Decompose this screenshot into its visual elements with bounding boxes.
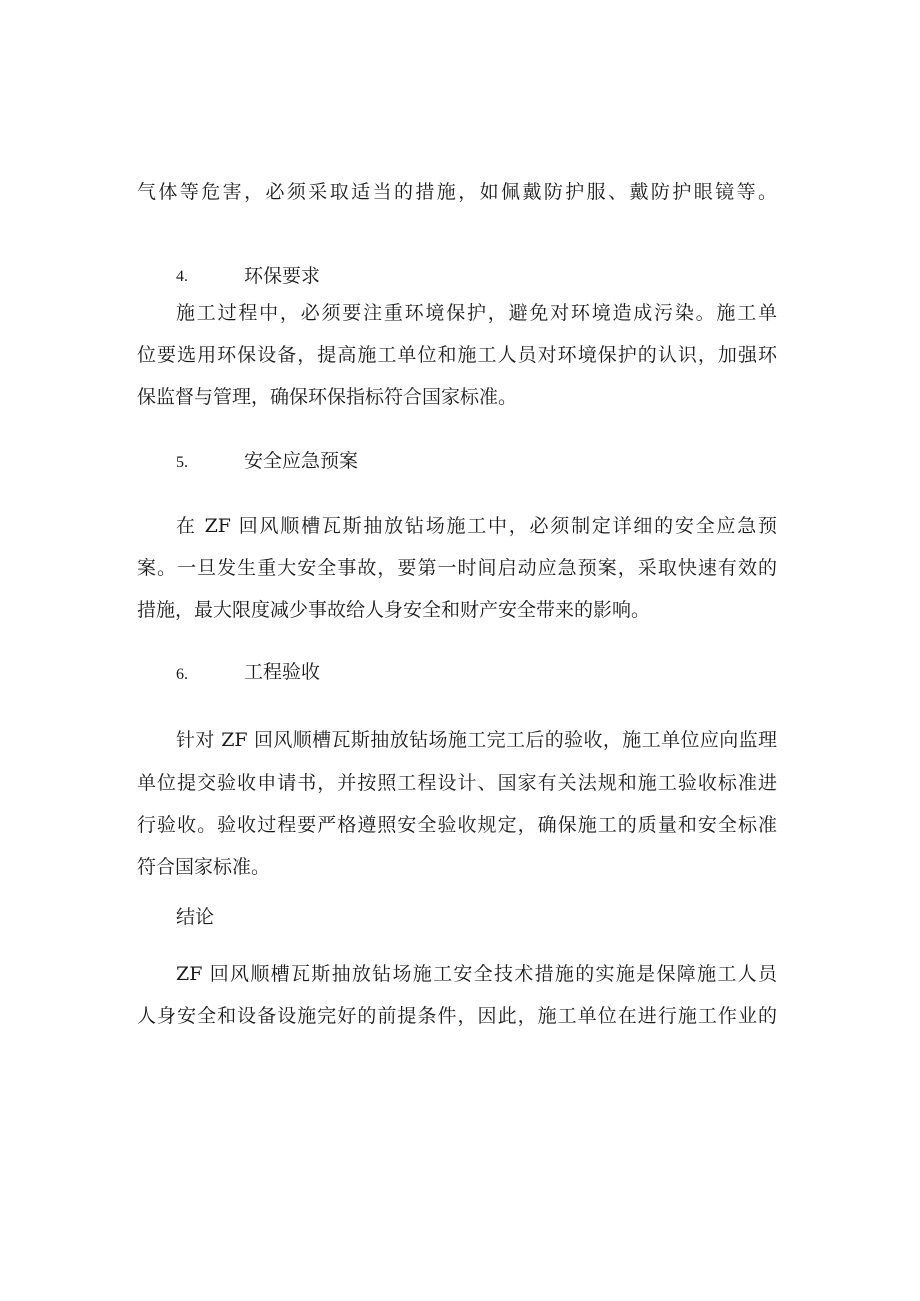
section-4-line-3: 保监督与管理，确保环保指标符合国家标准。 bbox=[137, 386, 518, 408]
section-6-line-2: 单位提交验收申请书，并按照工程设计、国家有关法规和施工验收标准进 bbox=[137, 772, 777, 794]
conclusion-line-1: ZF 回风顺槽瓦斯抽放钻场施工安全技术措施的实施是保障施工人员 bbox=[176, 963, 777, 985]
paragraph-line: 气体等危害，必须采取适当的措施，如佩戴防护服、戴防护眼镜等。 bbox=[137, 181, 777, 203]
section-4-title: 环保要求 bbox=[244, 265, 321, 287]
section-4-number: 4. bbox=[176, 268, 188, 285]
section-6-line-4: 符合国家标准。 bbox=[137, 856, 271, 878]
section-4-line-1: 施工过程中，必须要注重环境保护，避免对环境造成污染。施工单 bbox=[176, 302, 777, 324]
section-5-line-3: 措施，最大限度减少事故给人身安全和财产安全带来的影响。 bbox=[137, 599, 651, 621]
section-6-line-3: 行验收。验收过程要严格遵照安全验收规定，确保施工的质量和安全标准 bbox=[137, 814, 777, 836]
section-6-title: 工程验收 bbox=[244, 661, 321, 683]
section-6-line-1: 针对 ZF 回风顺槽瓦斯抽放钻场施工完工后的验收，施工单位应向监理 bbox=[176, 729, 777, 751]
section-5-title: 安全应急预案 bbox=[244, 450, 359, 472]
section-5-number: 5. bbox=[176, 454, 188, 471]
conclusion-title: 结论 bbox=[176, 906, 215, 928]
section-5-line-1: 在 ZF 回风顺槽瓦斯抽放钻场施工中，必须制定详细的安全应急预 bbox=[176, 515, 777, 537]
section-4-line-2: 位要选用环保设备，提高施工单位和施工人员对环境保护的认识，加强环 bbox=[137, 344, 777, 366]
conclusion-line-2: 人身安全和设备设施完好的前提条件，因此，施工单位在进行施工作业的 bbox=[137, 1005, 777, 1027]
section-5-line-2: 案。一旦发生重大安全事故，要第一时间启动应急预案，采取快速有效的 bbox=[137, 557, 777, 579]
section-6-number: 6. bbox=[176, 666, 188, 683]
